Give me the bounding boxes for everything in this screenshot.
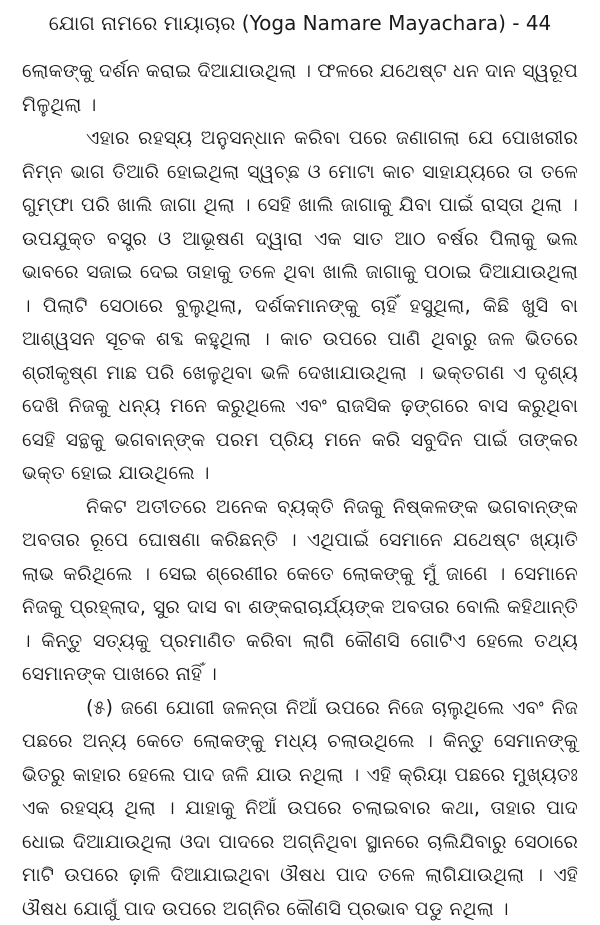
paragraph-fire-walking: (୫) ଜଣେ ଯୋଗୀ ଜଳନ୍ତା ନିଆଁ ଉପରେ ନିଜେ ଚାଲୁଥିଲେ ଏବଂ ନିଜ ପଛରେ ଅନ୍ୟ କେତେ ଲୋକଙ୍କୁ ମଧ୍ୟ ଚଲାଉଥିଲେ । କିନ୍ତୁ ସେମାନଙ୍କୁ ଭିତରୁ କାହାର ହେଲେ ପାଦ ଜଳି ଯାଉ ନଥିଲା । ଏହି କ୍ରିୟା ପଛରେ ମୁଖ୍ୟତଃ ଏକ ରହସ୍ୟ ଥିଲା । ଯାହାକୁ ନିଆଁ ଉପରେ ଚଲାଇବାର କଥା, ତାହାର ପାଦ ଧୋଇ ଦିଆଯାଉଥିଲା ଓଦା ପାଦରେ ଅଗ୍ନିଥିବା ସ୍ଥାନରେ ଚାଲିଯିବାରୁ ସେଠାରେ ମାଟି ଉପରେ ଢ଼ାଳି ଦିଆଯାଇଥିବା ଔଷଧ ପାଦ ତଳେ ଲାଗିଯାଉଥିଲା । ଏହି ଔଷଧ ଯୋଗୁଁ ପାଦ ଉପରେ ଅଗ୍ନିର କୌଣସି ପ୍ରଭାବ ପଡୁ ନଥିଲା । bbox=[22, 691, 578, 925]
running-header: ଯୋଗ ନାମରେ ମାୟାଚାର (Yoga Namare Mayachara) - 44 bbox=[22, 8, 578, 38]
paragraph-secret-of-pond: ଏହାର ରହସ୍ୟ ଅନୁସନ୍ଧାନ କରିବା ପରେ ଜଣାଗଲା ଯେ ପୋଖରୀର ନିମ୍ନ ଭାଗ ତିଆରି ହୋଇଥିଲା ସ୍ୱଚ୍ଛ ଓ ମୋଟା କାଚ ସାହାଯ୍ୟରେ ତା ତଳେ ଗୁମ୍ଫା ପରି ଖାଲି ଜାଗା ଥିଲା । ସେହି ଖାଲି ଜାଗାକୁ ଯିବା ପାଇଁ ରାସ୍ତା ଥିଲା । ଉପଯୁକ୍ତ ବସ୍ତ୍ର ଓ ଆଭୂଷଣ ଦ୍ୱାରା ଏକ ସାତ ଆଠ ବର୍ଷର ପିଲାକୁ ଭଲ ଭାବରେ ସଜାଇ ଦେଇ ତାହାକୁ ତଳେ ଥିବା ଖାଲି ଜାଗାକୁ ପଠାଇ ଦିଆଯାଉଥିଲା । ପିଲାଟି ସେଠାରେ ବୁଲୁଥିଲା, ଦର୍ଶକମାନଙ୍କୁ ଚାହିଁ ହସୁଥିଲା, କିଛି ଖୁସି ବା ଆଶ୍ୱସନ ସୂଚକ ଶବ୍ଦ କହୁଥିଲା । କାଚ ଉପରେ ପାଣି ଥିବାରୁ ଜଳ ଭିତରେ ଶ୍ରୀକୃଷ୍ଣ ମାଛ ପରି ଖେଳୁଥିବା ଭଳି ଦେଖାଯାଉଥିଲା । ଭକ୍ତଗଣ ଏ ଦୃଶ୍ୟ ଦେଖି ନିଜକୁ ଧନ୍ୟ ମନେ କରୁଥିଲେ ଏବଂ ରାଜସିକ ଢ଼ଙ୍ଗରେ ବାସ କରୁଥିବା ସେହି ସନ୍ଥକୁ ଭଗବାନ୍‌ଙ୍କ ପରମ ପ୍ରିୟ ମନେ କରି ସବୁଦିନ ପାଇଁ ତାଙ୍କର ଭକ୍ତ ହୋଇ ଯାଉଥିଲେ । bbox=[22, 121, 578, 490]
paragraph-continued: ଲୋକଙ୍କୁ ଦର୍ଶନ କରାଇ ଦିଆଯାଉଥିଲା । ଫଳରେ ଯଥେଷ୍ଟ ଧନ ଦାନ ସ୍ୱରୂପ ମିଳୁଥିଲା । bbox=[22, 54, 578, 121]
paragraph-self-declared-avatars: ନିକଟ ଅତୀତରେ ଅନେକ ବ୍ୟକ୍ତି ନିଜକୁ ନିଷ୍କଳଙ୍କ ଭଗବାନ୍‌ଙ୍କ ଅବତାର ରୂପେ ଘୋଷଣା କରିଛନ୍ତି । ଏଥିପାଇଁ ସେମାନେ ଯଥେଷ୍ଟ ଖ୍ୟାତି ଲାଭ କରିଥିଲେ । ସେଇ ଶ୍ରେଣୀର କେତେ ଲୋକଙ୍କୁ ମୁଁ ଜାଣେ । ସେମାନେ ନିଜକୁ ପ୍ରହ୍ଲାଦ, ସୁର ଦାସ ବା ଶଙ୍କରାଚାର୍ଯ୍ୟଙ୍କ ଅବତାର ବୋଲି କହିଥାନ୍ତି । କିନ୍ତୁ ସତ୍ୟକୁ ପ୍ରମାଣିତ କରିବା ଲାଗି କୌଣସି ଗୋଟିଏ ହେଲେ ତଥ୍ୟ ସେମାନଙ୍କ ପାଖରେ ନାହିଁ । bbox=[22, 490, 578, 691]
